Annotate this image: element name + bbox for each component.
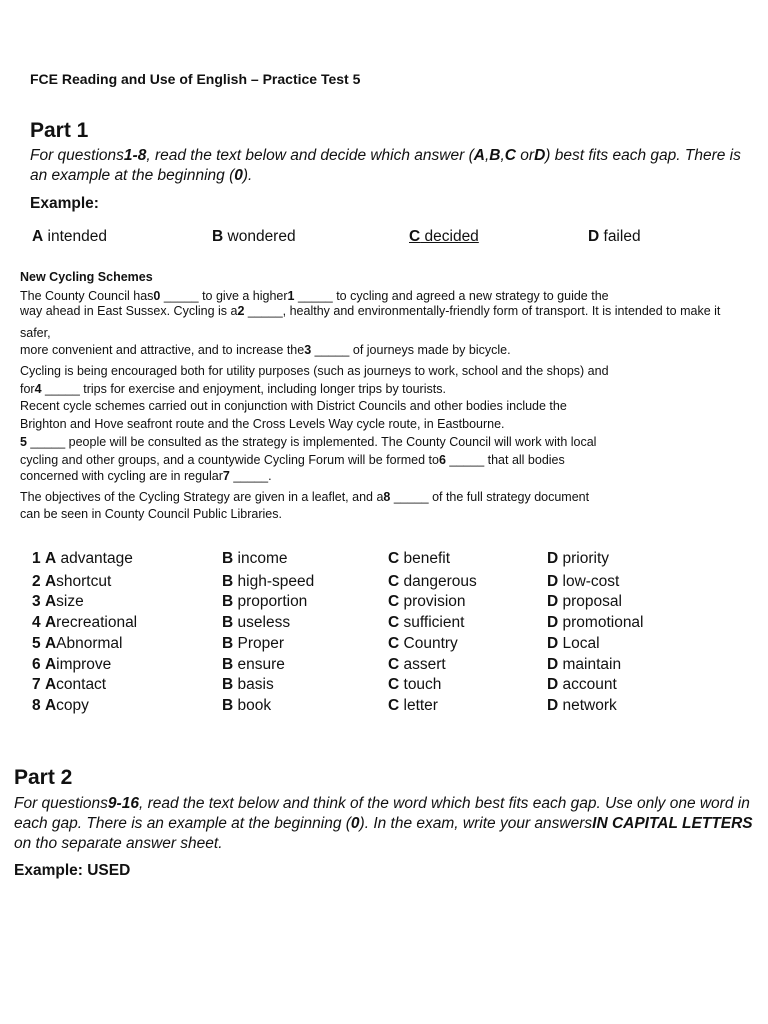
example-option-d: D failed	[588, 228, 641, 245]
option-7-b: B basis	[222, 676, 274, 693]
text-line: Cycling is being encouraged both for utility purposes (such as journeys to work, school and the shops) and	[20, 364, 609, 378]
option-7-c: C touch	[388, 676, 442, 693]
option-1-d: D priority	[547, 550, 610, 567]
text-line: for4 _____ trips for exercise and enjoyment, including longer trips by tourists.	[20, 382, 446, 396]
option-3-a: 3 Asize	[32, 593, 84, 610]
part2-instructions: For questions9-16, read the text below and think of the word which best fits each gap. Use only one word in each gap. There is an example at the beginning (0). In the exam, write your answersIN CAPITAL LETTERS on tho separate answer sheet.	[14, 795, 753, 852]
part1-instructions: For questions1-8, read the text below and decide which answer (A,B,C orD) best fits each gap. There is an example at the beginning (0).	[30, 147, 741, 184]
text-line: can be seen in County Council Public Libraries.	[20, 507, 282, 521]
option-4-a: 4 Arecreational	[32, 614, 138, 631]
option-3-b: B proportion	[222, 593, 308, 610]
text-line: way ahead in East Sussex. Cycling is a2 _____, healthy and environmentally-friendly form of transport. It is intended to make it	[20, 304, 721, 318]
part1-heading: Part 1	[30, 119, 89, 142]
option-2-b: B high-speed	[222, 573, 315, 590]
text-line: The County Council has0 _____ to give a higher1 _____ to cycling and agreed a new strategy to guide the	[20, 289, 609, 303]
option-1-b: B income	[222, 550, 288, 567]
option-4-d: D promotional	[547, 614, 644, 631]
option-2-c: C dangerous	[388, 573, 477, 590]
text-line: more convenient and attractive, and to increase the3 _____ of journeys made by bicycle.	[20, 343, 511, 357]
option-4-c: C sufficient	[388, 614, 465, 631]
option-3-d: D proposal	[547, 593, 622, 610]
test-title: FCE Reading and Use of English – Practice Test 5	[30, 71, 361, 87]
option-8-a: 8 Acopy	[32, 697, 89, 714]
option-5-b: B Proper	[222, 635, 285, 652]
option-2-a: 2 Ashortcut	[32, 573, 112, 590]
part1-example-label: Example:	[30, 195, 99, 212]
option-6-b: B ensure	[222, 656, 285, 673]
text-line: cycling and other groups, and a countywide Cycling Forum will be formed to6 _____ that all bodies	[20, 453, 565, 467]
text-line: safer,	[20, 326, 51, 340]
option-3-c: C provision	[388, 593, 466, 610]
text-line: concerned with cycling are in regular7 _____.	[20, 469, 272, 483]
option-7-a: 7 Acontact	[32, 676, 107, 693]
part2-example: Example: USED	[14, 862, 131, 879]
text-title: New Cycling Schemes	[20, 270, 153, 284]
option-8-c: C letter	[388, 697, 438, 714]
option-6-a: 6 Aimprove	[32, 656, 112, 673]
example-option-c-answer: C decided	[409, 228, 479, 245]
option-8-d: D network	[547, 697, 617, 714]
option-1-a: 1 A advantage	[32, 550, 133, 567]
option-8-b: B book	[222, 697, 272, 714]
option-2-d: D low-cost	[547, 573, 620, 590]
example-option-a: A intended	[32, 228, 107, 245]
option-4-b: B useless	[222, 614, 291, 631]
option-6-c: C assert	[388, 656, 446, 673]
part2-heading: Part 2	[14, 766, 73, 789]
option-6-d: D maintain	[547, 656, 622, 673]
option-5-a: 5 AAbnormal	[32, 635, 123, 652]
option-5-c: C Country	[388, 635, 458, 652]
option-5-d: D Local	[547, 635, 600, 652]
option-7-d: D account	[547, 676, 617, 693]
example-option-b: B wondered	[212, 228, 296, 245]
option-1-c: C benefit	[388, 550, 451, 567]
text-line: Brighton and Hove seafront route and the Cross Levels Way cycle route, in Eastbourne.	[20, 417, 505, 431]
text-line: The objectives of the Cycling Strategy are given in a leaflet, and a8 _____ of the full strategy document	[20, 490, 590, 504]
text-line: 5 _____ people will be consulted as the strategy is implemented. The County Council will work with local	[20, 435, 597, 449]
text-line: Recent cycle schemes carried out in conjunction with District Councils and other bodies include the	[20, 399, 567, 413]
